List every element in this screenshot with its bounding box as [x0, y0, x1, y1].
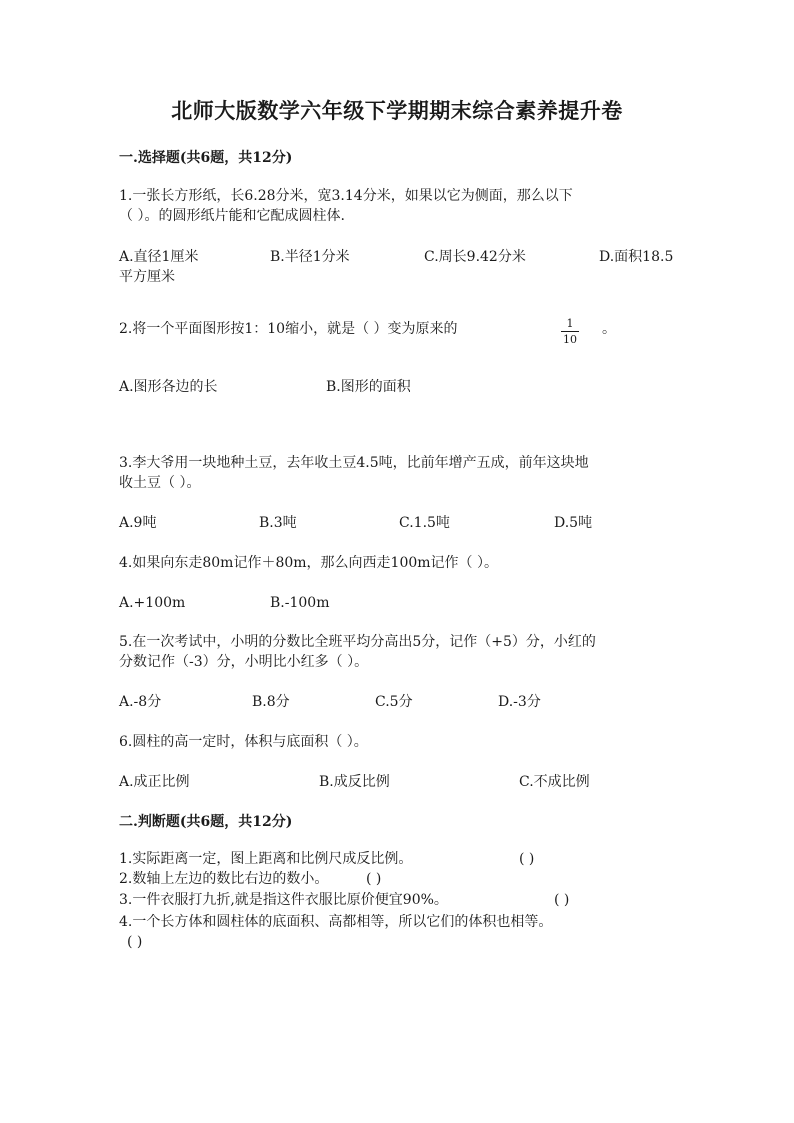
answer-bracket-2: ( ) — [366, 871, 382, 887]
fraction-bar — [561, 331, 579, 332]
option-b: B.3吨 — [259, 515, 297, 531]
option-a: A.图形各边的长 — [119, 379, 218, 395]
option-c: C.5分 — [375, 694, 413, 710]
question-2-end: 。 — [602, 321, 616, 337]
option-c: C.周长9.42分米 — [424, 249, 526, 265]
option-b: B.8分 — [252, 694, 290, 710]
option-c: C.1.5吨 — [399, 515, 450, 531]
section-heading-choice: 一.选择题(共6题，共12分) — [119, 150, 293, 166]
question-5-line-1: 5.在一次考试中，小明的分数比全班平均分高出5分，记作（+5）分，小红的 — [119, 634, 596, 650]
fraction-numerator: 1 — [566, 317, 574, 330]
fraction-one-tenth — [561, 317, 579, 346]
question-6-line-1: 6.圆柱的高一定时，体积与底面积（ ）。 — [119, 734, 368, 750]
page-title: 北师大版数学六年级下学期期末综合素养提升卷 — [171, 98, 623, 123]
question-2-line-1: 2.将一个平面图形按1：10缩小，就是（ ）变为原来的 — [119, 321, 458, 337]
question-1-line-1: 1.一张长方形纸，长6.28分米，宽3.14分米，如果以它为侧面，那么以下 — [119, 188, 573, 204]
option-b: B.-100m — [270, 595, 330, 611]
option-a: A.+100m — [119, 595, 186, 611]
section-heading-judgement: 二.判断题(共6题，共12分) — [119, 814, 293, 830]
answer-bracket-3: ( ) — [554, 892, 570, 908]
judgement-item-4: 4.一个长方体和圆柱体的底面积、高都相等，所以它们的体积也相等。 — [119, 914, 553, 930]
option-c: C.不成比例 — [519, 774, 590, 790]
question-4-line-1: 4.如果向东走80m记作＋80m，那么向西走100m记作（ ）。 — [119, 555, 498, 571]
option-d: D.5吨 — [554, 515, 593, 531]
judgement-item-3: 3.一件衣服打九折,就是指这件衣服比原价便宜90%。 — [119, 892, 448, 908]
option-b: B.图形的面积 — [326, 379, 411, 395]
judgement-item-1: 1.实际距离一定，图上距离和比例尺成反比例。 — [119, 851, 413, 867]
option-a: A.9吨 — [119, 515, 157, 531]
question-5-line-2: 分数记作（-3）分，小明比小红多（ ）。 — [119, 654, 369, 670]
answer-bracket-1: ( ) — [519, 851, 535, 867]
question-1-line-2: （ ）。的圆形纸片能和它配成圆柱体. — [119, 208, 345, 224]
question-3-line-2: 收土豆（ ）。 — [119, 475, 201, 491]
option-b: B.成反比例 — [319, 774, 390, 790]
option-a: A.成正比例 — [119, 774, 190, 790]
option-d: D.面积18.5 — [599, 249, 674, 265]
judgement-item-2: 2.数轴上左边的数比右边的数小。 — [119, 871, 329, 887]
option-d: D.-3分 — [498, 694, 541, 710]
question-3-line-1: 3.李大爷用一块地种土豆，去年收土豆4.5吨，比前年增产五成，前年这块地 — [119, 455, 589, 471]
fraction-denominator: 10 — [563, 333, 577, 346]
answer-bracket-4: ( ) — [127, 934, 143, 950]
option-b: B.半径1分米 — [270, 249, 350, 265]
option-d-wrap: 平方厘米 — [119, 269, 175, 285]
option-a: A.直径1厘米 — [119, 249, 199, 265]
option-a: A.-8分 — [119, 694, 162, 710]
